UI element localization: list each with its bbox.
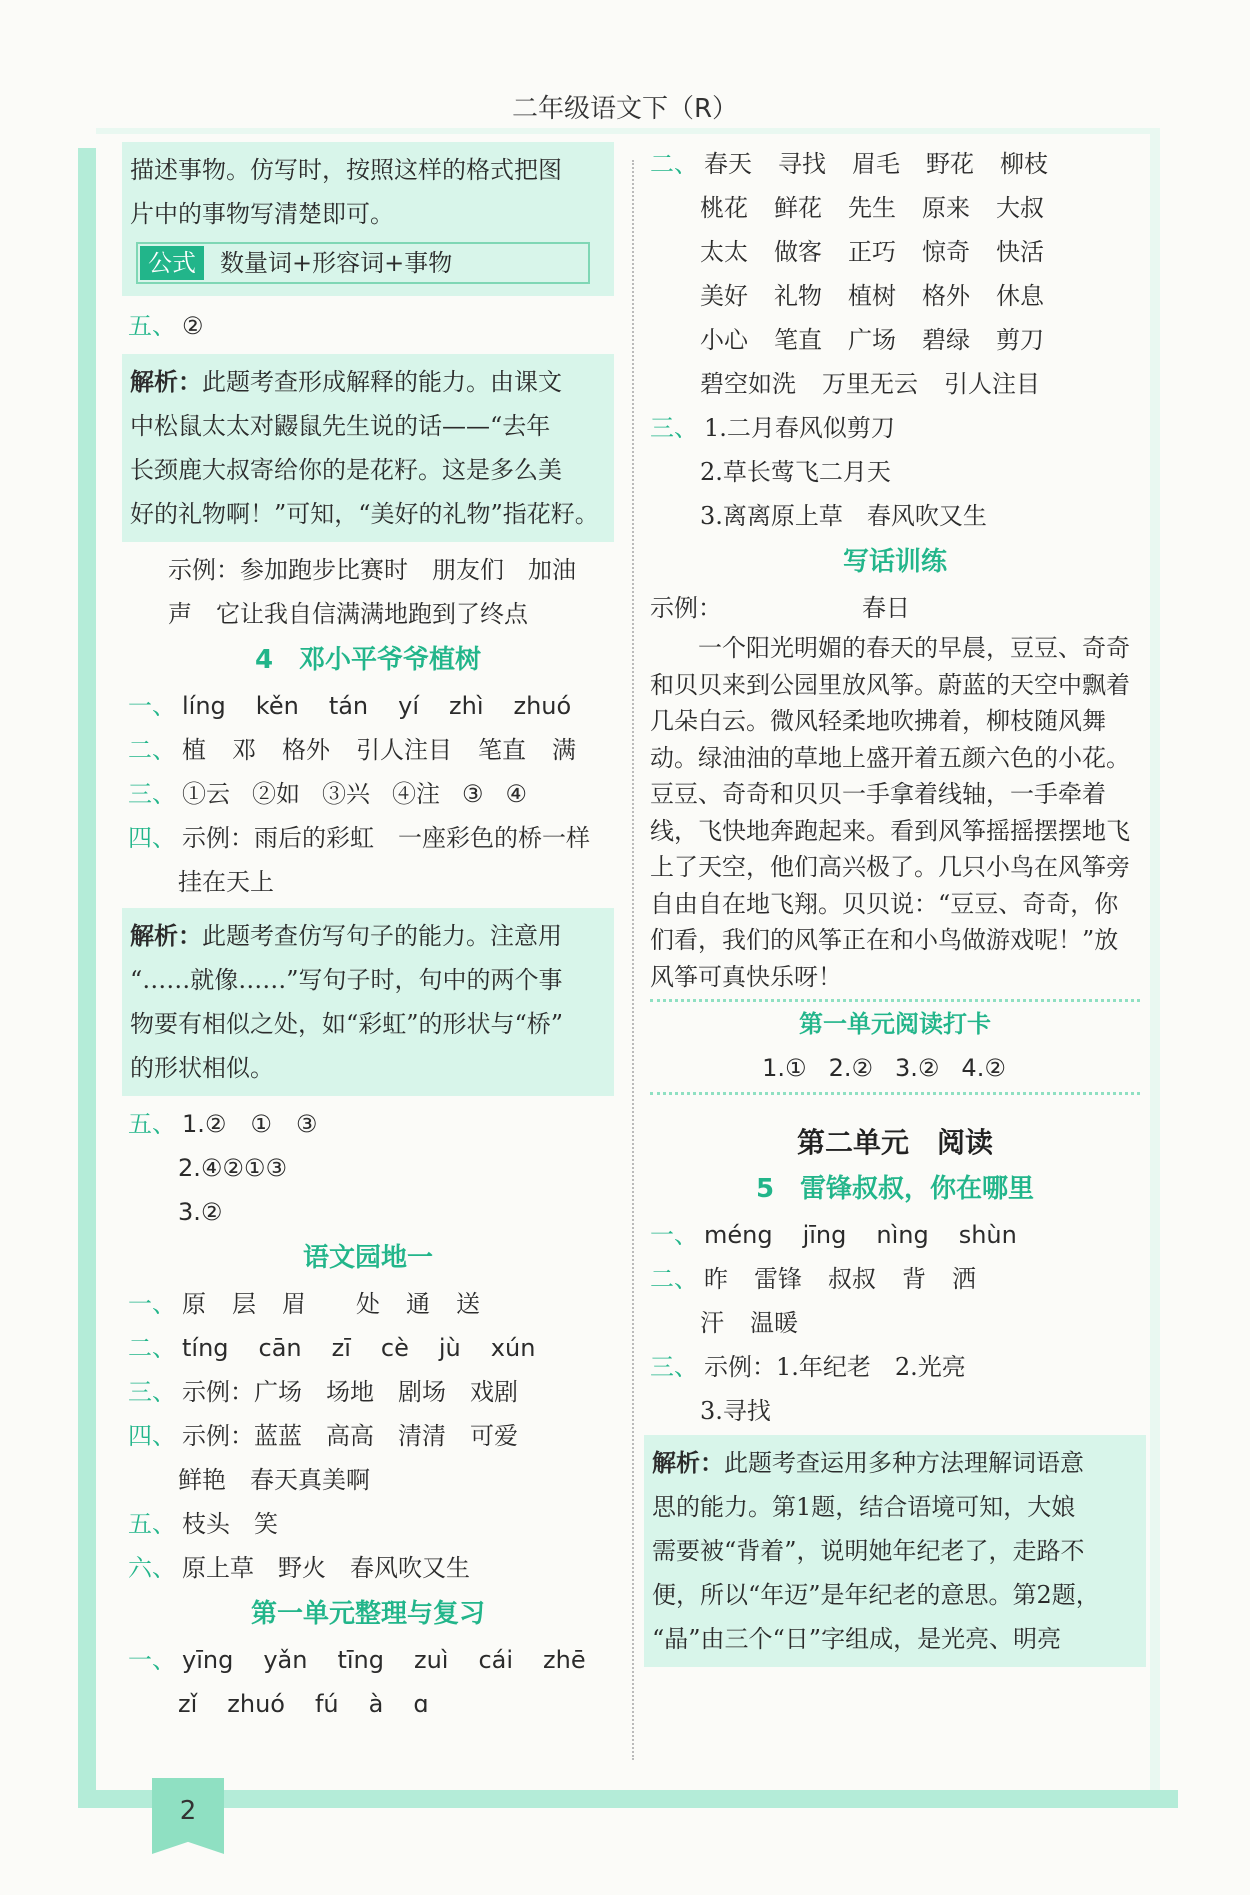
q2-row xyxy=(650,230,1140,274)
word: 格外 xyxy=(922,282,970,310)
answer: 示例：广场 场地 剧场 戏剧 xyxy=(182,1378,518,1406)
word: 格外 xyxy=(282,736,330,764)
answer: 示例：1.年纪老 2.光亮 xyxy=(704,1353,966,1381)
q-label: 一、 xyxy=(128,1646,176,1674)
example-text: 示例：参加跑步比赛时 朋友们 加油 xyxy=(168,556,576,584)
pinyin: cái xyxy=(478,1646,514,1674)
pinyin: zhē xyxy=(543,1646,586,1674)
pinyin: zǐ xyxy=(178,1690,198,1718)
analysis-3 xyxy=(644,1435,1146,1667)
answer: ③ xyxy=(462,780,484,808)
word: 昨 xyxy=(704,1265,728,1293)
pinyin: tíng xyxy=(182,1334,229,1362)
page-number: 2 xyxy=(179,1796,197,1826)
intro-line: 片中的事物写清楚即可。 xyxy=(130,200,394,228)
answer: ③兴 xyxy=(322,780,370,808)
word: 大叔 xyxy=(996,194,1044,222)
word: 春天 xyxy=(704,150,752,178)
word: 笔直 xyxy=(478,736,526,764)
word: 太太 xyxy=(700,238,748,266)
analysis-text: 便，所以“年迈”是年纪老的意思。第2题， xyxy=(652,1581,1100,1609)
g-q6 xyxy=(128,1546,608,1590)
answer: ④ xyxy=(505,780,528,808)
reading-card-answers xyxy=(650,1046,1140,1090)
word: 正巧 xyxy=(848,238,896,266)
formula-box xyxy=(136,242,590,284)
word: 引人注目 xyxy=(356,736,452,764)
writing-title: 写话训练 xyxy=(842,547,947,577)
word: 背 xyxy=(902,1265,926,1293)
q2-row xyxy=(650,318,1140,362)
pinyin: kěn xyxy=(255,692,299,720)
answer: 示例：雨后的彩虹 一座彩色的桥一样 xyxy=(182,824,590,852)
word: 引人注目 xyxy=(944,370,1040,398)
l4-q4-cont: 挂在天上 xyxy=(178,868,274,896)
pinyin: zuì xyxy=(413,1646,449,1674)
q-label: 三、 xyxy=(128,780,176,808)
word: 邓 xyxy=(232,736,256,764)
analysis-text: 中松鼠太太对鼹鼠先生说的话——“去年 xyxy=(130,412,551,440)
l5-q2 xyxy=(650,1257,1140,1301)
pinyin: à xyxy=(368,1690,384,1718)
analysis-label: 解析： xyxy=(652,1449,724,1477)
frame-bottom-border xyxy=(78,1790,1178,1808)
q3-3: 3.离离原上草 春风吹又生 xyxy=(700,502,987,530)
pinyin: tán xyxy=(328,692,369,720)
analysis-text: 好的礼物啊！”可知，“美好的礼物”指花籽。 xyxy=(130,500,599,528)
q-label: 四、 xyxy=(128,1422,176,1450)
unit-2-title: 第二单元 阅读 xyxy=(796,1126,993,1159)
word: 做客 xyxy=(774,238,822,266)
g-q1 xyxy=(128,1282,608,1326)
word: 原来 xyxy=(922,194,970,222)
word: 温暖 xyxy=(750,1309,798,1337)
analysis-label: 解析： xyxy=(130,922,202,950)
review-title: 第一单元整理与复习 xyxy=(250,1599,485,1629)
q-label: 二、 xyxy=(128,1334,176,1362)
analysis-text: 物要有相似之处，如“彩虹”的形状与“桥” xyxy=(130,1010,564,1038)
q2-row xyxy=(650,362,1140,406)
l5-q3-cont: 3.寻找 xyxy=(700,1397,771,1425)
intro-note xyxy=(122,142,614,296)
word: 桃花 xyxy=(700,194,748,222)
analysis-text: 需要被“背着”，说明她年纪老了，走路不 xyxy=(652,1537,1085,1565)
answer: 1.① xyxy=(762,1054,807,1082)
analysis-text: 此题考查形成解释的能力。由课文 xyxy=(202,368,562,396)
r-q1 xyxy=(128,1638,608,1682)
word: 美好 xyxy=(700,282,748,310)
analysis-2 xyxy=(122,908,614,1096)
q-label: 二、 xyxy=(650,1265,698,1293)
l5-q1 xyxy=(650,1213,1140,1257)
l4-q5-3: 3.② xyxy=(178,1198,223,1226)
word: 惊奇 xyxy=(922,238,970,266)
answer: 3.② xyxy=(895,1054,940,1082)
wave-divider xyxy=(650,1092,1140,1103)
word: 汗 xyxy=(700,1309,724,1337)
answer: 1.② ① ③ xyxy=(182,1110,318,1138)
l4-q2 xyxy=(128,728,608,772)
l4-q4 xyxy=(128,816,608,860)
word: 快活 xyxy=(996,238,1044,266)
word: 植树 xyxy=(848,282,896,310)
pinyin: cān xyxy=(258,1334,302,1362)
q3-2: 2.草长莺飞二月天 xyxy=(700,458,891,486)
lesson-5-title: 5 雷锋叔叔，你在哪里 xyxy=(755,1174,1035,1204)
q-label: 一、 xyxy=(650,1221,698,1249)
analysis-text: “……就像……”写句子时，句中的两个事 xyxy=(130,966,563,994)
q-label: 一、 xyxy=(128,692,176,720)
word: 眉 xyxy=(282,1290,306,1318)
q2-row xyxy=(650,186,1140,230)
pinyin: jīng xyxy=(802,1221,847,1249)
word: 满 xyxy=(552,736,576,764)
pinyin: méng xyxy=(704,1221,773,1249)
pinyin: cè xyxy=(380,1334,409,1362)
q-label: 六、 xyxy=(128,1554,176,1582)
lesson-4-title: 4 邓小平爷爷植树 xyxy=(254,645,482,675)
column-divider xyxy=(632,160,635,1760)
g-q4 xyxy=(128,1414,608,1458)
g-q2 xyxy=(128,1326,608,1370)
word: 植 xyxy=(182,736,206,764)
frame-left-border xyxy=(78,148,96,1808)
q-label: 五、 xyxy=(128,1110,176,1138)
word: 野花 xyxy=(926,150,974,178)
word: 碧绿 xyxy=(922,326,970,354)
l4-q1 xyxy=(128,684,608,728)
pinyin: nìng xyxy=(876,1221,929,1249)
formula-tag: 公式 xyxy=(140,246,204,280)
intro-line: 描述事物。仿写时，按照这样的格式把图 xyxy=(130,156,562,184)
word: 眉毛 xyxy=(852,150,900,178)
garden-title: 语文园地一 xyxy=(302,1243,433,1273)
word: 层 xyxy=(232,1290,256,1318)
l4-q5 xyxy=(128,1102,608,1146)
q-label: 四、 xyxy=(128,824,176,852)
q5-answer xyxy=(128,304,608,348)
q-label: 三、 xyxy=(128,1378,176,1406)
pinyin: zhì xyxy=(449,692,484,720)
l5-q2-cont xyxy=(650,1301,1140,1345)
pinyin: yǎn xyxy=(263,1646,308,1674)
pinyin: zhuó xyxy=(513,692,572,720)
frame-right-border xyxy=(1150,130,1160,1790)
right-column xyxy=(650,142,1140,1667)
q2-row xyxy=(650,142,1140,186)
analysis-1 xyxy=(122,354,614,542)
word: 小心 xyxy=(700,326,748,354)
answer: ②如 xyxy=(252,780,300,808)
word: 笔直 xyxy=(774,326,822,354)
word: 原 xyxy=(182,1290,206,1318)
word: 广场 xyxy=(848,326,896,354)
word: 寻找 xyxy=(778,150,826,178)
answer: 2.② xyxy=(828,1054,873,1082)
analysis-text: 此题考查运用多种方法理解词语意 xyxy=(724,1449,1084,1477)
word: 柳枝 xyxy=(1000,150,1048,178)
answer: ④注 xyxy=(392,780,440,808)
word: 叔叔 xyxy=(828,1265,876,1293)
q-label: 三、 xyxy=(650,1353,698,1381)
word: 礼物 xyxy=(774,282,822,310)
answer: 1.二月春风似剪刀 xyxy=(704,414,895,442)
word: 剪刀 xyxy=(996,326,1044,354)
pinyin: yí xyxy=(398,692,420,720)
word: 洒 xyxy=(952,1265,976,1293)
pinyin: zhuó xyxy=(227,1690,285,1718)
formula-text: 数量词+形容词+事物 xyxy=(220,249,453,277)
essay-paragraph: 一个阳光明媚的春天的早晨，豆豆、奇奇和贝贝来到公园里放风筝。蔚蓝的天空中飘着几朵白云。微风轻柔地吹拂着，柳枝随风舞动。绿油油的草地上盛开着五颜六色的小花。豆豆、奇奇和贝贝一手拿着线轴，一手牵着线，飞快地奔跑起来。看到风筝摇摇摆摆地飞上了天空，他们高兴极了。几只小鸟在风筝旁自由自在地飞翔。贝贝说：“豆豆、奇奇，你们看，我们的风筝正在和小鸟做游戏呢！”放风筝可真快乐呀！ xyxy=(650,634,1130,991)
answer: 枝头 笑 xyxy=(182,1510,278,1538)
q-label: 三、 xyxy=(650,414,698,442)
analysis-text: 的形状相似。 xyxy=(130,1054,274,1082)
answer: ①云 xyxy=(182,780,230,808)
essay-title: 春日 xyxy=(862,594,910,622)
analysis-text: 长颈鹿大叔寄给你的是花籽。这是多么美 xyxy=(130,456,562,484)
q3 xyxy=(650,406,1140,450)
word: 鲜花 xyxy=(774,194,822,222)
analysis-text: 思的能力。第1题，结合语境可知，大娘 xyxy=(652,1493,1076,1521)
pinyin: zī xyxy=(331,1334,351,1362)
analysis-label: 解析： xyxy=(130,368,202,396)
analysis-text: “晶”由三个“日”字组成，是光亮、明亮 xyxy=(652,1625,1062,1653)
writing-header xyxy=(650,586,1140,630)
q-label: 二、 xyxy=(128,736,176,764)
word: 先生 xyxy=(848,194,896,222)
example-label: 示例： xyxy=(650,594,722,622)
word: 送 xyxy=(456,1290,480,1318)
q2-row xyxy=(650,274,1140,318)
pinyin: tīng xyxy=(337,1646,384,1674)
q-label: 五、 xyxy=(128,312,176,340)
example-text: 声 它让我自信满满地跑到了终点 xyxy=(168,600,528,628)
q-label: 二、 xyxy=(650,150,698,178)
answer: 示例：蓝蓝 高高 清清 可爱 xyxy=(182,1422,518,1450)
analysis-text: 此题考查仿写句子的能力。注意用 xyxy=(202,922,562,950)
g-q4-cont: 鲜艳 春天真美啊 xyxy=(178,1466,370,1494)
pinyin: shùn xyxy=(958,1221,1017,1249)
pinyin: jù xyxy=(438,1334,461,1362)
g-q5 xyxy=(128,1502,608,1546)
r-q1-cont xyxy=(128,1682,608,1726)
l5-q3 xyxy=(650,1345,1140,1389)
answer: ② xyxy=(182,312,204,340)
word: 雷锋 xyxy=(754,1265,802,1293)
q-label: 一、 xyxy=(128,1290,176,1318)
pinyin: xún xyxy=(490,1334,536,1362)
pinyin: ɑ xyxy=(413,1690,429,1718)
page-header: 二年级语文下（R） xyxy=(511,94,739,124)
pinyin: yīng xyxy=(182,1646,234,1674)
answer: 4.② xyxy=(961,1054,1006,1082)
frame-top-border xyxy=(96,128,1160,134)
left-column xyxy=(128,142,608,1726)
word: 休息 xyxy=(996,282,1044,310)
pinyin: fú xyxy=(314,1690,339,1718)
word: 处 xyxy=(356,1290,380,1318)
l4-q5-2: 2.④②①③ xyxy=(178,1154,287,1182)
pinyin: líng xyxy=(182,692,226,720)
word: 通 xyxy=(406,1290,430,1318)
word: 万里无云 xyxy=(822,370,918,398)
answer: 原上草 野火 春风吹又生 xyxy=(182,1554,470,1582)
word: 碧空如洗 xyxy=(700,370,796,398)
l4-q3 xyxy=(128,772,608,816)
reading-card-title: 第一单元阅读打卡 xyxy=(799,1010,991,1038)
g-q3 xyxy=(128,1370,608,1414)
q-label: 五、 xyxy=(128,1510,176,1538)
